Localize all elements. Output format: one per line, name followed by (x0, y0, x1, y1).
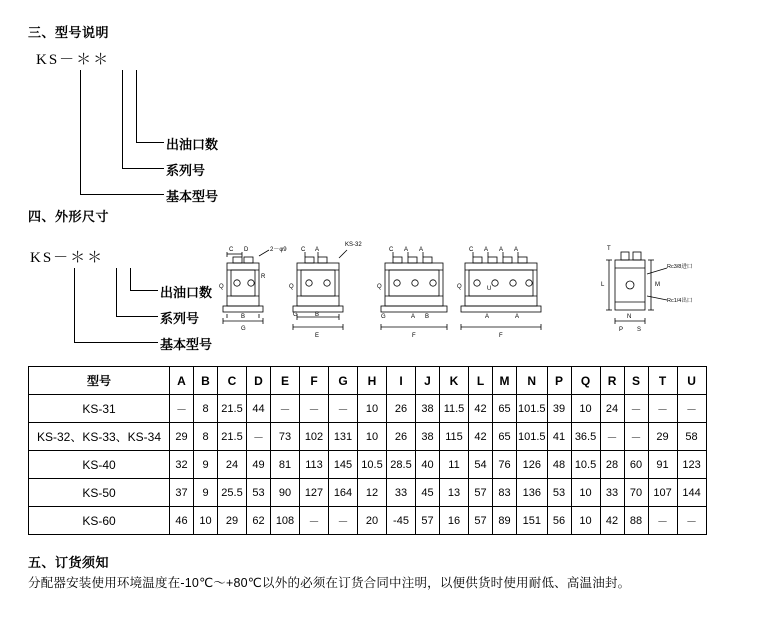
table-cell: 76 (493, 451, 517, 479)
svg-text:KS-32: KS-32 (345, 242, 362, 248)
svg-text:B: B (425, 314, 430, 320)
table-header-cell: D (247, 367, 271, 395)
table-cell: 21.5 (218, 395, 247, 423)
outline-dimension-drawings (215, 238, 755, 358)
table-cell: 16 (440, 507, 469, 535)
table-cell: 60 (624, 451, 648, 479)
svg-text:G: G (293, 312, 298, 318)
table-cell: 21.5 (218, 423, 247, 451)
table-cell: 9 (194, 451, 218, 479)
svg-text:Rc1/4出口: Rc1/4出口 (667, 298, 693, 304)
svg-text:A: A (484, 247, 489, 253)
table-cell: 89 (493, 507, 517, 535)
svg-text:G: G (241, 326, 246, 332)
svg-text:A: A (315, 247, 320, 253)
table-cell: － (247, 423, 271, 451)
model-code-2: KS－＊＊ (30, 250, 105, 266)
table-cell: － (600, 423, 624, 451)
table-cell: 10 (571, 507, 600, 535)
table-cell: 33 (600, 479, 624, 507)
code-label-series: 系列号 (166, 163, 206, 178)
table-cell: 42 (469, 395, 493, 423)
table-header-cell: E (271, 367, 300, 395)
table-cell: 126 (517, 451, 548, 479)
table-cell: 65 (493, 395, 517, 423)
table-cell: 20 (358, 507, 387, 535)
table-cell: 38 (416, 395, 440, 423)
section-3-heading: 三、型号说明 (28, 25, 110, 40)
table-cell: 8 (194, 395, 218, 423)
dimension-table (28, 366, 707, 535)
table-cell: 57 (469, 479, 493, 507)
leader-line-1-v (136, 70, 137, 142)
table-header-row (29, 367, 707, 395)
table-cell: 62 (247, 507, 271, 535)
leader2-line-1-h (130, 290, 158, 291)
svg-text:Rc3/8进口: Rc3/8进口 (667, 264, 693, 270)
svg-text:C: C (469, 247, 474, 253)
table-cell-model: KS-32、KS-33、KS-34 (29, 423, 170, 451)
table-cell: 48 (547, 451, 571, 479)
table-cell: 11 (440, 451, 469, 479)
section-5-heading: 五、订货须知 (28, 555, 110, 570)
table-cell: 32 (170, 451, 194, 479)
svg-text:Q: Q (289, 284, 294, 290)
drawing-view-3 (377, 247, 447, 339)
table-cell: 37 (170, 479, 194, 507)
model-code-block-1 (28, 48, 308, 204)
table-cell: － (677, 507, 706, 535)
table-cell: 10.5 (358, 451, 387, 479)
table-header-cell: L (469, 367, 493, 395)
leader2-line-3-v (74, 268, 75, 342)
table-cell: 53 (547, 479, 571, 507)
drawing-view-1 (219, 247, 287, 332)
table-row (29, 479, 707, 507)
svg-text:A: A (499, 247, 504, 253)
table-cell: 127 (300, 479, 329, 507)
table-header-cell: K (440, 367, 469, 395)
table-row (29, 423, 707, 451)
table-cell: 40 (416, 451, 440, 479)
table-cell: － (170, 395, 194, 423)
table-cell: 113 (300, 451, 329, 479)
svg-text:T: T (607, 246, 611, 252)
table-cell: 131 (329, 423, 358, 451)
table-cell: 83 (493, 479, 517, 507)
table-header-cell: F (300, 367, 329, 395)
table-cell: 108 (271, 507, 300, 535)
table-cell: 42 (600, 507, 624, 535)
table-header-cell: H (358, 367, 387, 395)
svg-text:C: C (229, 247, 234, 253)
table-cell: － (300, 507, 329, 535)
svg-text:E: E (315, 333, 320, 339)
table-cell: 26 (387, 423, 416, 451)
table-header-cell: R (600, 367, 624, 395)
table-cell-model: KS-60 (29, 507, 170, 535)
leader2-line-3-h (74, 342, 158, 343)
table-cell: 28.5 (387, 451, 416, 479)
table-cell: 36.5 (571, 423, 600, 451)
svg-text:L: L (601, 282, 605, 288)
svg-text:F: F (499, 333, 503, 339)
drawing-view-2 (289, 242, 362, 339)
table-cell: 26 (387, 395, 416, 423)
table-header-cell: 型号 (29, 367, 170, 395)
svg-text:A: A (515, 314, 520, 320)
table-cell: 107 (648, 479, 677, 507)
table-header-cell: N (517, 367, 548, 395)
svg-text:B: B (315, 312, 320, 318)
table-cell: 46 (170, 507, 194, 535)
table-header-cell: Q (571, 367, 600, 395)
svg-text:N: N (627, 314, 632, 320)
svg-text:P: P (619, 327, 624, 333)
table-header-cell: M (493, 367, 517, 395)
table-cell: 57 (469, 507, 493, 535)
code2-label-base-model: 基本型号 (160, 337, 213, 352)
table-header-cell: P (547, 367, 571, 395)
leader2-line-1-v (130, 268, 131, 290)
table-cell: 29 (218, 507, 247, 535)
leader-line-3-h (80, 194, 164, 195)
ordering-note: 分配器安装使用环境温度在-10℃～+80℃以外的必须在订货合同中注明，以便供货时使用耐低、高温油封。 (28, 576, 631, 590)
code2-label-outlet-count: 出油口数 (160, 285, 213, 300)
table-cell: 88 (624, 507, 648, 535)
table-cell: 29 (648, 423, 677, 451)
table-cell: 11.5 (440, 395, 469, 423)
table-cell: 12 (358, 479, 387, 507)
svg-text:R: R (261, 274, 266, 280)
svg-text:M: M (655, 282, 660, 288)
table-cell: 24 (218, 451, 247, 479)
table-cell: 136 (517, 479, 548, 507)
table-row (29, 507, 707, 535)
table-cell: － (300, 395, 329, 423)
table-cell: 10.5 (571, 451, 600, 479)
table-cell: 13 (440, 479, 469, 507)
table-cell: 73 (271, 423, 300, 451)
table-cell: 145 (329, 451, 358, 479)
table-cell: 28 (600, 451, 624, 479)
drawing-view-4 (457, 247, 541, 339)
table-cell: 25.5 (218, 479, 247, 507)
table-cell: － (271, 395, 300, 423)
table-cell: 10 (358, 423, 387, 451)
svg-text:G: G (381, 314, 386, 320)
table-cell-model: KS-40 (29, 451, 170, 479)
table-cell: 9 (194, 479, 218, 507)
table-cell: 49 (247, 451, 271, 479)
svg-text:2－φ9: 2－φ9 (270, 247, 287, 253)
table-cell: 45 (416, 479, 440, 507)
table-cell: 42 (469, 423, 493, 451)
svg-text:Q: Q (219, 284, 224, 290)
svg-text:S: S (637, 327, 642, 333)
table-header-cell: A (170, 367, 194, 395)
table-cell: 91 (648, 451, 677, 479)
table-cell-model: KS-50 (29, 479, 170, 507)
svg-text:A: A (404, 247, 409, 253)
table-header-cell: J (416, 367, 440, 395)
leader-line-2-v (122, 70, 123, 168)
table-cell: 101.5 (517, 423, 548, 451)
leader-line-2-h (122, 168, 164, 169)
svg-text:C: C (301, 247, 306, 253)
table-cell: － (624, 423, 648, 451)
model-code-1: KS－＊＊ (36, 52, 111, 68)
table-row (29, 451, 707, 479)
table-header-cell: T (648, 367, 677, 395)
drawing-view-5 (601, 246, 692, 333)
table-cell: 101.5 (517, 395, 548, 423)
table-cell: － (624, 395, 648, 423)
svg-text:F: F (412, 333, 416, 339)
code-label-outlet-count: 出油口数 (166, 137, 219, 152)
table-cell: 10 (571, 479, 600, 507)
table-cell: － (329, 507, 358, 535)
svg-text:A: A (485, 314, 490, 320)
table-cell: 53 (247, 479, 271, 507)
table-header-cell: I (387, 367, 416, 395)
table-cell-model: KS-31 (29, 395, 170, 423)
section-4-heading: 四、外形尺寸 (28, 209, 110, 224)
table-header-cell: S (624, 367, 648, 395)
table-cell: 151 (517, 507, 548, 535)
table-row (29, 395, 707, 423)
leader2-line-2-v (116, 268, 117, 316)
table-cell: － (329, 395, 358, 423)
table-cell: 102 (300, 423, 329, 451)
code-label-base-model: 基本型号 (166, 189, 219, 204)
table-cell: 57 (416, 507, 440, 535)
svg-text:A: A (514, 247, 519, 253)
table-header-cell: G (329, 367, 358, 395)
table-cell: 81 (271, 451, 300, 479)
code2-label-series: 系列号 (160, 311, 200, 326)
table-cell: 29 (170, 423, 194, 451)
table-cell: － (677, 395, 706, 423)
table-cell: 41 (547, 423, 571, 451)
table-cell: 56 (547, 507, 571, 535)
table-cell: 123 (677, 451, 706, 479)
svg-text:A: A (411, 314, 416, 320)
table-cell: 8 (194, 423, 218, 451)
table-cell: 10 (358, 395, 387, 423)
svg-text:C: C (389, 247, 394, 253)
table-cell: 38 (416, 423, 440, 451)
table-cell: 39 (547, 395, 571, 423)
svg-text:D: D (244, 247, 249, 253)
svg-text:A: A (419, 247, 424, 253)
table-cell: -45 (387, 507, 416, 535)
table-cell: 115 (440, 423, 469, 451)
table-cell: 33 (387, 479, 416, 507)
table-header-cell: C (218, 367, 247, 395)
table-cell: － (648, 507, 677, 535)
leader2-line-2-h (116, 316, 158, 317)
svg-text:Q: Q (377, 284, 382, 290)
table-cell: 24 (600, 395, 624, 423)
table-cell: 65 (493, 423, 517, 451)
table-cell: 144 (677, 479, 706, 507)
table-cell: 10 (571, 395, 600, 423)
svg-text:B: B (241, 314, 246, 320)
leader-line-1-h (136, 142, 164, 143)
table-cell: 54 (469, 451, 493, 479)
table-cell: 58 (677, 423, 706, 451)
table-cell: 90 (271, 479, 300, 507)
table-cell: 10 (194, 507, 218, 535)
svg-text:Q: Q (457, 284, 462, 290)
table-header-cell: B (194, 367, 218, 395)
table-cell: 164 (329, 479, 358, 507)
table-cell: － (648, 395, 677, 423)
table-cell: 44 (247, 395, 271, 423)
leader-line-3-v (80, 70, 81, 194)
table-cell: 70 (624, 479, 648, 507)
table-header-cell: U (677, 367, 706, 395)
svg-text:U: U (487, 286, 492, 292)
